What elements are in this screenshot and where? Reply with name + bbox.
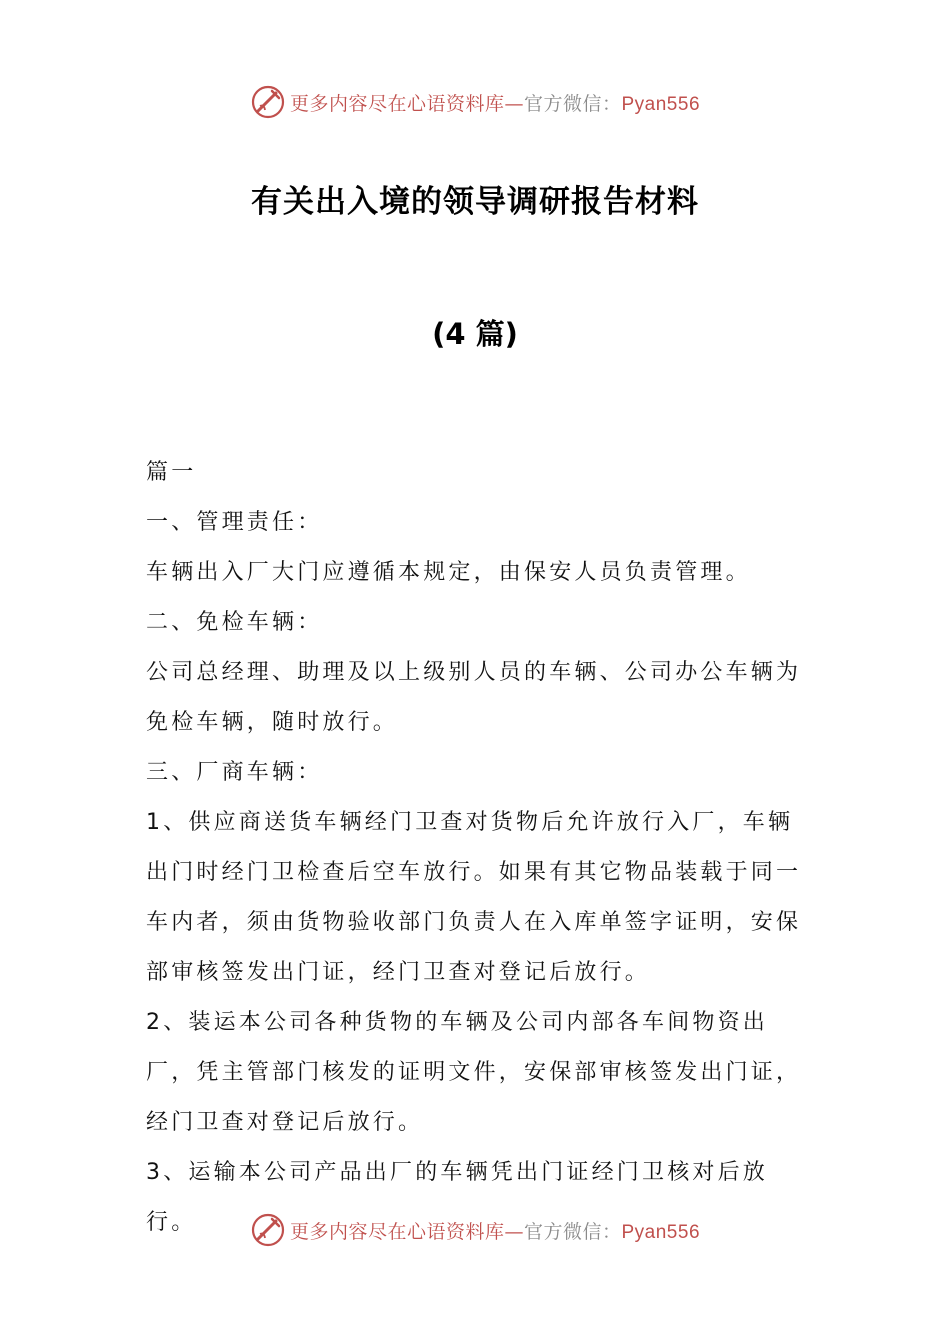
watermark-official: 官方微信： — [523, 92, 622, 115]
watermark-id: Pyan556 — [621, 93, 701, 115]
watermark-main: 更多内容尽在心语资料库 — [289, 92, 505, 115]
document-title: 有关出入境的领导调研报告材料 — [251, 184, 699, 220]
watermark-main: 更多内容尽在心语资料库 — [289, 1220, 505, 1243]
document-body — [146, 448, 816, 1248]
watermark-id: Pyan556 — [621, 1221, 701, 1243]
footer-watermark — [0, 1210, 950, 1250]
watermark-text — [290, 89, 700, 116]
section-heading: 一、管理责任： — [146, 510, 323, 535]
watermark-text — [290, 1217, 700, 1244]
header-watermark — [0, 82, 950, 122]
body-paragraph: 2、装运本公司各种货物的车辆及公司内部各车间物资出厂，凭主管部门核发的证明文件，安保部审核签发出门证，经门卫查对登记后放行。 — [146, 1010, 802, 1135]
watermark-dash: — — [504, 1220, 524, 1243]
section-heading: 篇一 — [146, 460, 197, 485]
body-paragraph: 公司总经理、助理及以上级别人员的车辆、公司办公车辆为免检车辆，随时放行。 — [146, 660, 802, 735]
section-heading: 三、厂商车辆： — [146, 760, 323, 785]
pen-circle-logo-icon — [250, 1212, 286, 1248]
document-subtitle: (4 篇) — [432, 317, 518, 351]
body-paragraph: 3、运输本公司产品出厂的车辆凭出门证经门卫核对后放行。 — [146, 1160, 768, 1235]
body-paragraph: 1、供应商送货车辆经门卫查对货物后允许放行入厂，车辆出门时经门卫检查后空车放行。如果有其它物品装载于同一车内者，须由货物验收部门负责人在入库单签字证明，安保部审核签发出门证，经门卫查对登记后放行。 — [146, 810, 802, 985]
pen-circle-logo-icon — [250, 84, 286, 120]
watermark-official: 官方微信： — [523, 1220, 622, 1243]
body-paragraph: 车辆出入厂大门应遵循本规定，由保安人员负责管理。 — [146, 560, 751, 585]
section-heading: 二、免检车辆： — [146, 610, 323, 635]
watermark-dash: — — [504, 92, 524, 115]
